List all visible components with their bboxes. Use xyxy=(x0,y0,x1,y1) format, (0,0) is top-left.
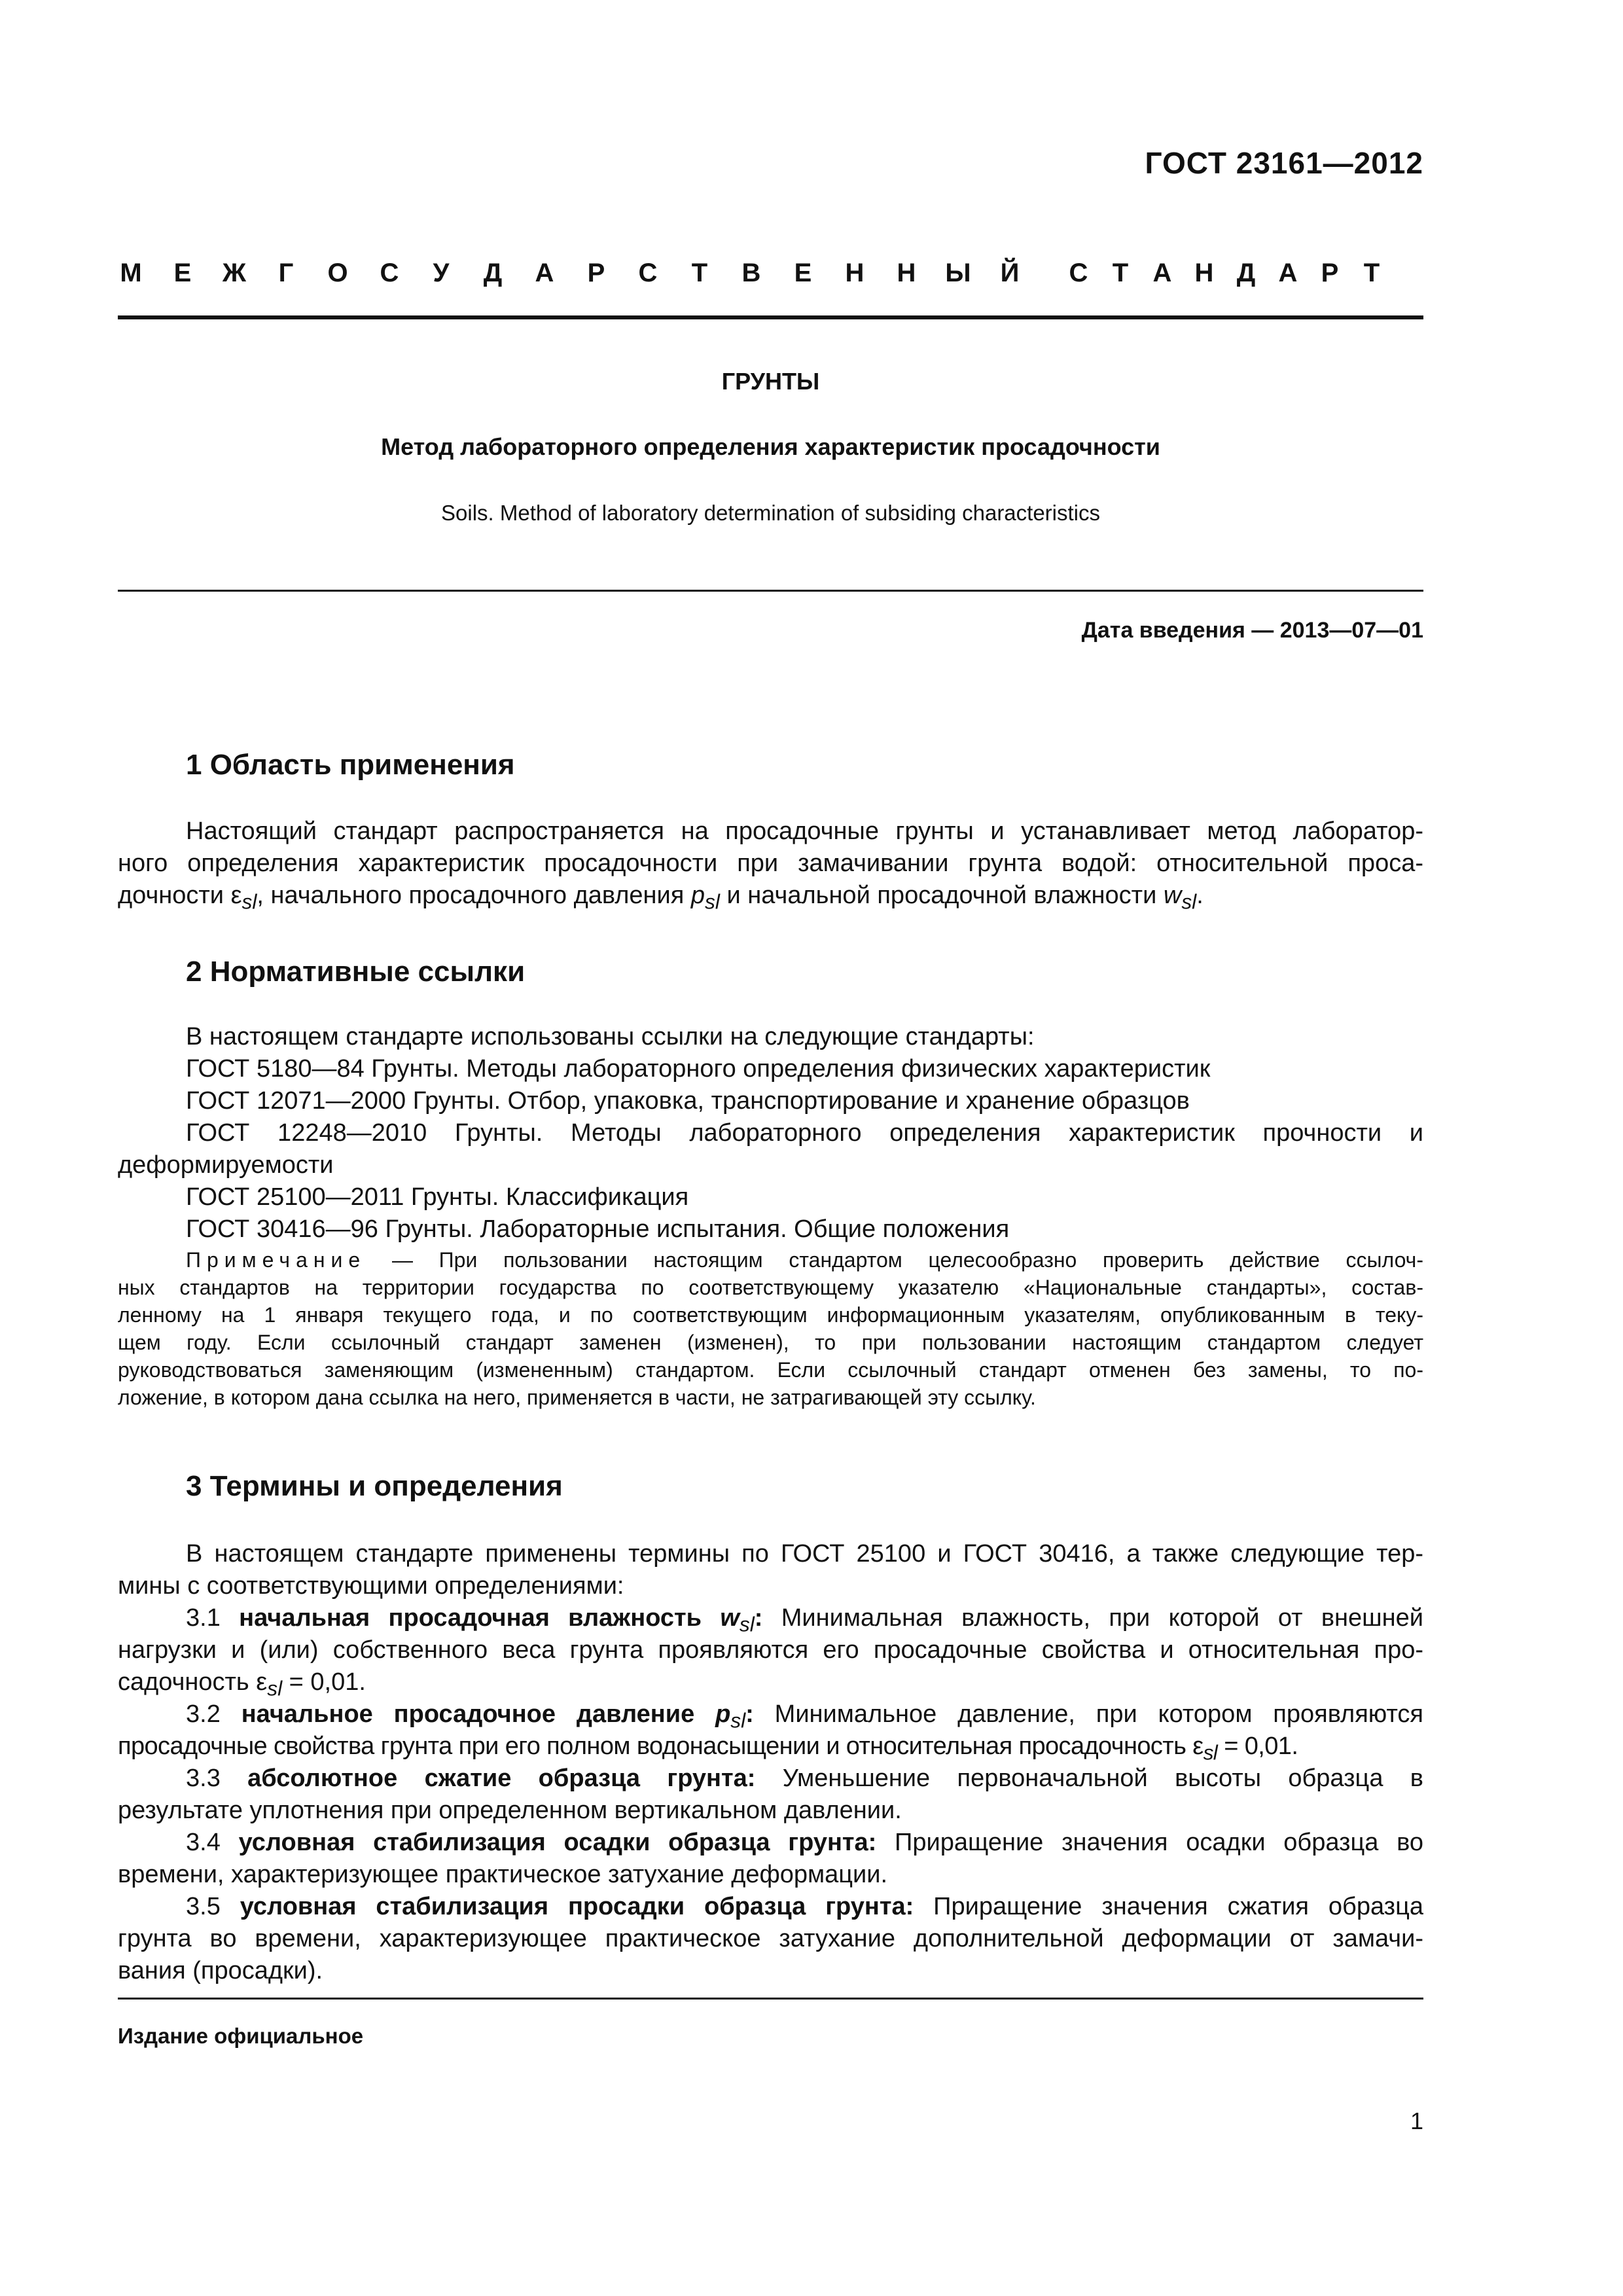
term-3-2: 3.2 начальное просадочное давление $p_{sl}$: Минимальное давление, при котором проявляются xyxy=(186,1700,1423,1732)
section-2-heading: 2 Нормативные ссылки xyxy=(186,956,526,988)
english-title: Soils. Method of laboratory determination of subsiding characteristics xyxy=(441,501,1100,525)
text-line: времени, характеризующее практическое затухание деформации. xyxy=(118,1861,888,1888)
term-3-1: 3.1 начальная просадочная влажность $w_{sl}$: Минимальная влажность, при которой от внешней xyxy=(186,1604,1423,1636)
text-line: В настоящем стандарте использованы ссылки на следующие стандарты: xyxy=(186,1023,1035,1050)
document-page xyxy=(118,0,1423,2296)
header-divider xyxy=(118,315,1423,319)
text-line: ного определения характеристик просадочности при замачивании грунта водой: относительной проса- xyxy=(118,850,1423,877)
note-line: ложение, в котором дана ссылка на него, применяется в части, не затрагивающей эту ссылку. xyxy=(118,1386,1036,1409)
text-line: дочности $\varepsilon_{sl}$, начального просадочного давления $p_{sl}$ и начальной просадочной влажности $w_{sl}$. xyxy=(118,882,1204,914)
banner-letter: Н xyxy=(845,259,865,287)
reference-item-continued: деформируемости xyxy=(118,1151,334,1179)
introduction-date: Дата введения — 2013—07—01 xyxy=(1081,618,1423,643)
standard-code: ГОСТ 23161—2012 xyxy=(1145,146,1423,180)
banner-letter: А xyxy=(1152,259,1172,287)
text-line: Настоящий стандарт распространяется на просадочные грунты и устанавливает метод лаборатор- xyxy=(186,817,1423,845)
section-1-body xyxy=(118,816,1423,912)
title-divider xyxy=(118,590,1423,592)
banner-letter: Ы xyxy=(945,259,971,287)
note-line: Примечание — При пользовании настоящим стандартом целесообразно проверить действие ссылоч- xyxy=(186,1248,1423,1272)
note-label: Примечание xyxy=(186,1248,366,1272)
term-3-5: 3.5 условная стабилизация просадки образца грунта: Приращение значения сжатия образца xyxy=(186,1893,1423,1920)
text-line: вания (просадки). xyxy=(118,1957,323,1984)
note-line: руководствоваться заменяющим (измененным) стандартом. Если ссылочный стандарт отменен без замены, то по- xyxy=(118,1358,1423,1382)
reference-item: ГОСТ 12071—2000 Грунты. Отбор, упаковка, транспортирование и хранение образцов xyxy=(186,1087,1190,1115)
reference-item: ГОСТ 25100—2011 Грунты. Классификация xyxy=(186,1183,689,1211)
text-line: результате уплотнения при определенном вертикальном давлении. xyxy=(118,1797,902,1824)
section-3-heading: 3 Термины и определения xyxy=(186,1470,563,1502)
note-line: ленному на 1 января текущего года, и по соответствующим информационным указателям, опубликованным в теку- xyxy=(118,1303,1423,1327)
note-line: ных стандартов на территории государства по соответствующему указателю «Национальные стандарты», состав- xyxy=(118,1276,1423,1299)
term-3-4: 3.4 условная стабилизация осадки образца грунта: Приращение значения осадки образца во xyxy=(186,1829,1423,1856)
banner-letter: Р xyxy=(587,259,605,287)
banner-letter: Е xyxy=(794,259,812,287)
text-line: мины с соответствующими определениями: xyxy=(118,1572,624,1600)
page-number: 1 xyxy=(1410,2108,1423,2134)
banner-letter: В xyxy=(741,259,761,287)
banner-letter: Н xyxy=(1194,259,1214,287)
banner-letter: М xyxy=(120,259,142,287)
banner-letter: С xyxy=(638,259,658,287)
reference-item: ГОСТ 12248—2010 Грунты. Методы лабораторного определения характеристик прочности и xyxy=(186,1119,1423,1147)
banner-letter: С xyxy=(380,259,399,287)
banner-letter: А xyxy=(535,259,554,287)
banner-letter: Р xyxy=(1321,259,1339,287)
note-line: щем году. Если ссылочный стандарт заменен (изменен), то при пользовании настоящим стандартом следует xyxy=(118,1331,1423,1354)
banner-letter: Й xyxy=(1000,259,1020,287)
text-line: садочность $\varepsilon_{sl} = 0,01$. xyxy=(118,1668,366,1700)
note-block xyxy=(118,1246,1423,1411)
section-3-body xyxy=(118,1538,1423,1987)
reference-item: ГОСТ 5180—84 Грунты. Методы лабораторного определения физических характеристик xyxy=(186,1055,1211,1083)
text-line: нагрузки и (или) собственного веса грунта проявляются его просадочные свойства и относительная про- xyxy=(118,1636,1423,1664)
term-3-3: 3.3 абсолютное сжатие образца грунта: Уменьшение первоначальной высоты образца в xyxy=(186,1765,1423,1792)
banner-letter: Т xyxy=(691,259,708,287)
banner-letter: А xyxy=(1278,259,1298,287)
banner-letter: С xyxy=(1069,259,1088,287)
banner-letter: Д xyxy=(483,259,503,287)
text-line: грунта во времени, характеризующее практическое затухание дополнительной деформации от замачи- xyxy=(118,1925,1423,1952)
text-line: просадочные свойства грунта при его полном водонасыщении и относительная просадочность $\varepsilon_{sl} = 0,01$. xyxy=(118,1732,1298,1765)
footer-divider xyxy=(118,1998,1423,2000)
banner-letter: Ж xyxy=(222,259,247,287)
banner-letter: Г xyxy=(278,259,294,287)
banner-letter: У xyxy=(433,259,450,287)
text-line: В настоящем стандарте применены термины по ГОСТ 25100 и ГОСТ 30416, а также следующие тер- xyxy=(186,1540,1423,1568)
banner-letter: Т xyxy=(1363,259,1380,287)
banner-letter: Д xyxy=(1236,259,1256,287)
banner-letter: Е xyxy=(173,259,192,287)
banner-letter: Т xyxy=(1112,259,1129,287)
official-edition-label: Издание официальное xyxy=(118,2024,364,2048)
banner-letter: Н xyxy=(897,259,916,287)
banner-letter: О xyxy=(327,259,348,287)
section-2-body xyxy=(118,1021,1423,1246)
reference-item: ГОСТ 30416—96 Грунты. Лабораторные испытания. Общие положения xyxy=(186,1215,1010,1243)
section-1-heading: 1 Область применения xyxy=(186,749,515,781)
document-subtitle: Метод лабораторного определения характеристик просадочности xyxy=(381,433,1160,460)
document-title: ГРУНТЫ xyxy=(721,368,820,395)
